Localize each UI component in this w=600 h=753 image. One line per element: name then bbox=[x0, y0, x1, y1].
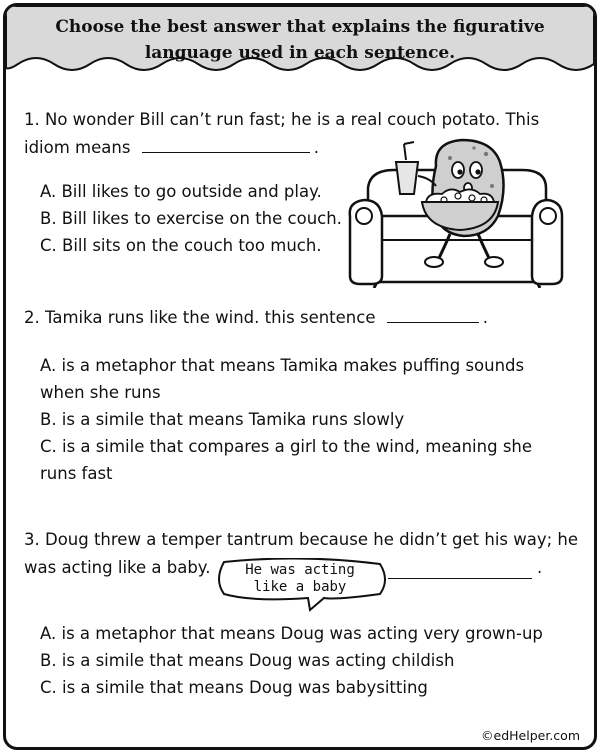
option-2c-line-1: C. is a simile that compares a girl to the wind, meaning she bbox=[40, 437, 533, 456]
question-2-stem: 2. Tamika runs like the wind. this sentence bbox=[24, 308, 376, 327]
speech-bubble bbox=[212, 558, 392, 614]
option-1a: A. Bill likes to go outside and play. bbox=[40, 182, 322, 201]
option-2a-line-1: A. is a metaphor that means Tamika makes puffing sounds bbox=[40, 356, 525, 375]
option-2a-line-2: when she runs bbox=[40, 383, 161, 402]
speech-bubble-line-1: He was acting bbox=[245, 562, 355, 578]
question-1-stem-end: idiom means bbox=[24, 138, 131, 157]
answer-blank-3 bbox=[388, 560, 532, 579]
title-line-2: language used in each sentence. bbox=[144, 43, 456, 63]
option-3b: B. is a simile that means Doug was acting childish bbox=[40, 651, 455, 670]
option-1c: C. Bill sits on the couch too much. bbox=[40, 236, 322, 255]
question-3-options bbox=[40, 620, 543, 701]
question-3-stem-end: was acting like a baby. bbox=[24, 558, 211, 577]
couch-potato-illustration bbox=[346, 136, 566, 288]
speech-bubble-text bbox=[212, 562, 388, 596]
title-line-1: Choose the best answer that explains the figurative bbox=[55, 17, 545, 37]
answer-blank-1 bbox=[142, 134, 310, 153]
question-1-line-1: 1. No wonder Bill can’t run fast; he is a real couch potato. This bbox=[24, 110, 540, 129]
option-3c: C. is a simile that means Doug was babysitting bbox=[40, 678, 428, 697]
question-3-period: . bbox=[537, 558, 543, 577]
option-2c-line-2: runs fast bbox=[40, 464, 113, 483]
speech-bubble-line-2: like a baby bbox=[253, 579, 347, 595]
worksheet-frame bbox=[3, 3, 597, 750]
option-2b: B. is a simile that means Tamika runs slowly bbox=[40, 410, 405, 429]
answer-blank-2 bbox=[387, 304, 479, 323]
question-2-options bbox=[40, 352, 532, 487]
question-2-period: . bbox=[482, 308, 488, 327]
question-1-period: . bbox=[313, 138, 319, 157]
copyright-credit: ©edHelper.com bbox=[481, 728, 580, 743]
question-3-line-1: 3. Doug threw a temper tantrum because he didn’t get his way; he bbox=[24, 530, 579, 549]
question-2 bbox=[24, 304, 488, 332]
option-1b: B. Bill likes to exercise on the couch. bbox=[40, 209, 342, 228]
question-1-options bbox=[40, 178, 342, 259]
option-3a: A. is a metaphor that means Doug was acting very grown-up bbox=[40, 624, 543, 643]
worksheet-title bbox=[6, 14, 594, 66]
